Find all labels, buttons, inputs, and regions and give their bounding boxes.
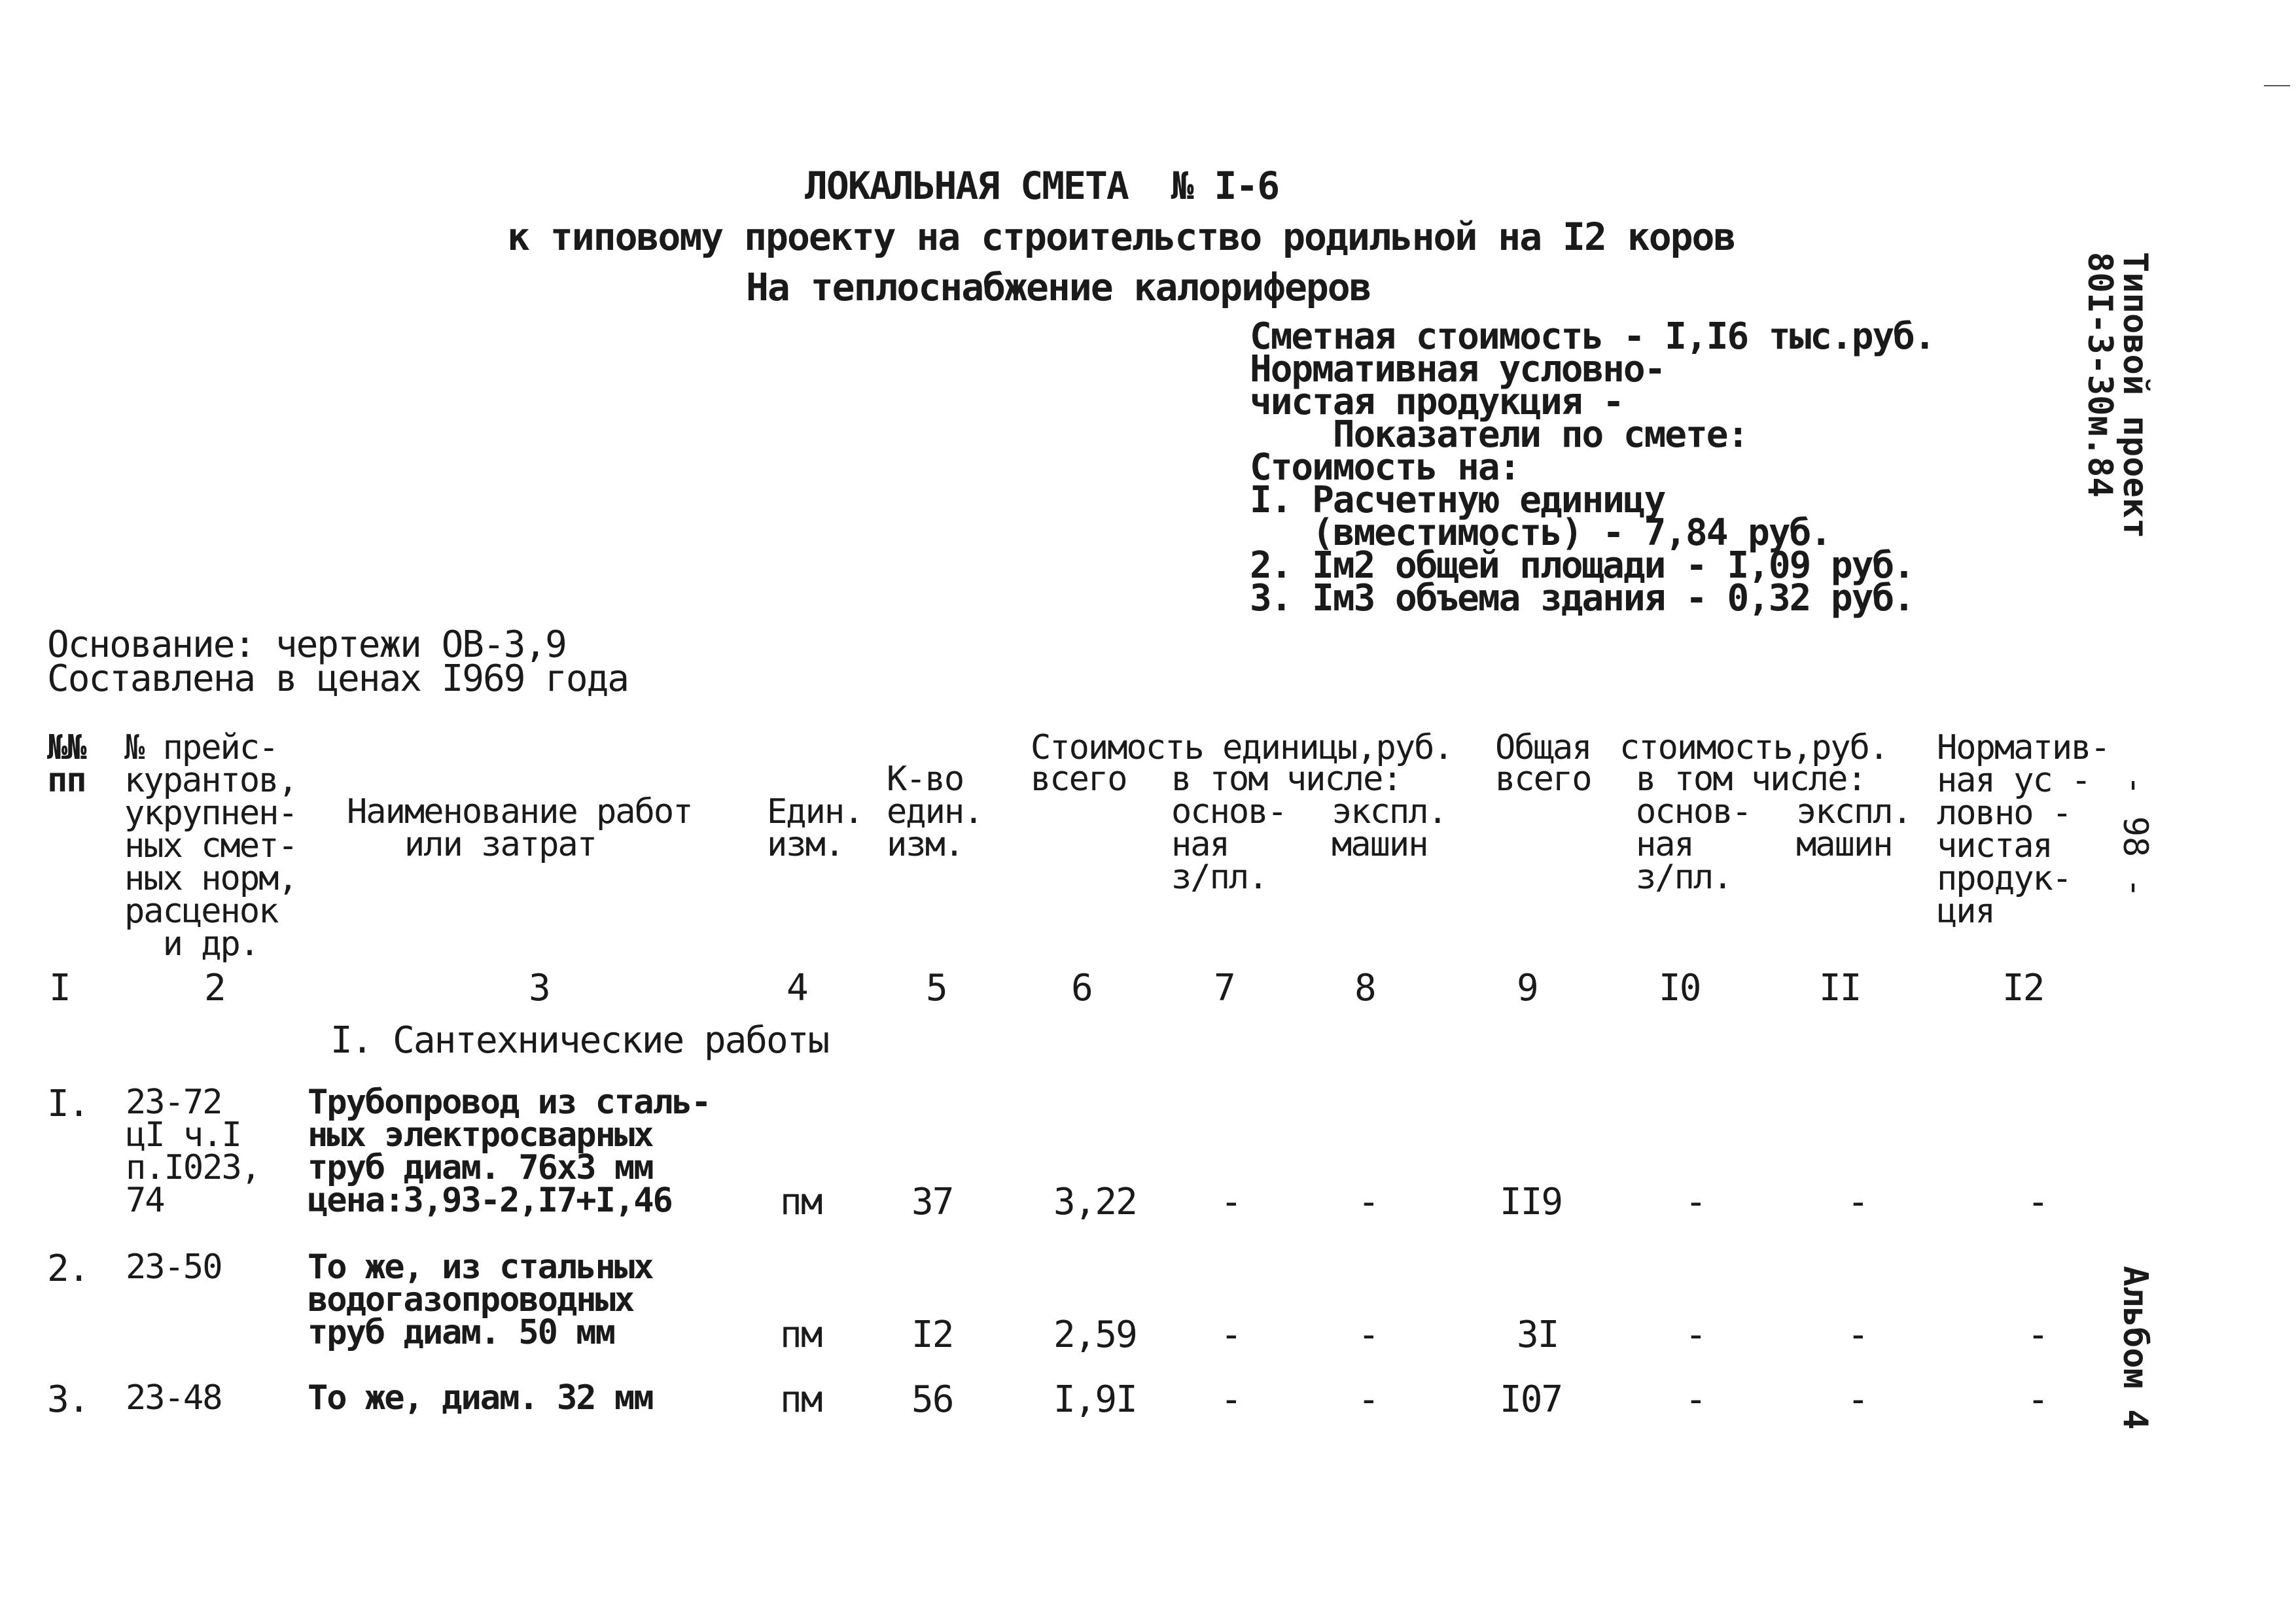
row-code: 23-50 [126, 1248, 222, 1287]
header-unit-wage: основ- ная з/пл. [1171, 792, 1286, 897]
header-total-mach: экспл. машин [1796, 792, 1911, 864]
row-code: 23-72 цI ч.I п.I023, 74 [126, 1083, 260, 1220]
header-unit-cost-group: Стоимость единицы,руб. [1031, 728, 1453, 767]
column-number: II [1819, 967, 1861, 1009]
row-total-mach: - [1847, 1314, 1868, 1356]
header-total-group-b: стоимость,руб. [1619, 728, 1888, 767]
row-total: 3I [1517, 1314, 1559, 1356]
row-total-wage: - [1685, 1378, 1706, 1421]
header-unit-mach: экспл. машин [1332, 792, 1447, 864]
side-label-project: Типовой проект 80I-3-30м.84 [2080, 252, 2155, 539]
column-number: 2 [204, 967, 225, 1009]
column-number: 8 [1354, 967, 1375, 1009]
document-subtitle: к типовому проекту на строительство родильной на I2 коров [507, 215, 1735, 259]
row-code: 23-48 [126, 1378, 222, 1418]
column-number: 7 [1214, 967, 1235, 1009]
header-unit-total: всего [1031, 759, 1127, 799]
row-unit: пм [780, 1314, 822, 1356]
header-num: №№ пп [47, 728, 86, 800]
header-total-group-a: Общая [1495, 728, 1591, 767]
row-unit-mach: - [1358, 1378, 1379, 1421]
row-num: 2. [47, 1248, 89, 1290]
summary-line: I. Расчетную единицу [1250, 479, 1665, 521]
summary-line: Стоимость на: [1250, 446, 1520, 489]
header-name: Наименование работ или затрат [347, 792, 692, 864]
header-total-incl: в том числе: [1636, 759, 1866, 799]
row-name: То же, диам. 32 мм [308, 1378, 653, 1418]
column-number: I0 [1659, 967, 1701, 1009]
row-qty: I2 [911, 1314, 953, 1356]
document-title: ЛОКАЛЬНАЯ СМЕТА № I-6 [805, 164, 1279, 208]
scan-mark [2264, 85, 2290, 86]
row-unit-wage: - [1220, 1378, 1241, 1421]
row-name: Трубопровод из сталь- ных электросварных труб диам. 76х3 мм цена:3,93-2,I7+I,46 [308, 1083, 711, 1220]
header-qty: К-во един. изм. [887, 759, 983, 864]
column-number: I [49, 967, 70, 1009]
row-total-mach: - [1847, 1181, 1868, 1223]
header-total-total: всего [1495, 759, 1591, 799]
row-npp: - [2027, 1314, 2048, 1356]
row-unit-total: 2,59 [1053, 1314, 1137, 1356]
column-number: 3 [529, 967, 550, 1009]
row-unit-mach: - [1358, 1181, 1379, 1223]
row-unit: пм [780, 1378, 822, 1421]
header-unit: Един. изм. [767, 792, 863, 864]
row-total: II9 [1500, 1181, 1563, 1223]
row-npp: - [2027, 1378, 2048, 1421]
document-object: На теплоснабжение калориферов [746, 265, 1371, 309]
row-total-wage: - [1685, 1181, 1706, 1223]
row-num: I. [47, 1083, 89, 1125]
row-total-mach: - [1847, 1378, 1868, 1421]
summary-line: Показатели по смете: [1250, 413, 1748, 456]
summary-line: Нормативная условно- [1250, 348, 1665, 391]
column-number: 6 [1071, 967, 1092, 1009]
header-total-wage: основ- ная з/пл. [1636, 792, 1751, 897]
row-unit-total: I,9I [1053, 1378, 1137, 1421]
column-number: 5 [926, 967, 947, 1009]
header-code: № прейс- курантов, укрупнен- ных смет- ных норм, расценок и др. [124, 728, 297, 964]
row-name: То же, из стальных водогазопроводных труб диам. 50 мм [308, 1248, 653, 1352]
row-unit-mach: - [1358, 1314, 1379, 1356]
row-num: 3. [47, 1378, 89, 1421]
header-npp: Норматив- ная ус - ловно - чистая продук- ция [1937, 728, 2110, 931]
summary-line: 2. Iм2 общей площади - I,09 руб. [1250, 544, 1914, 587]
side-label-page: - 98 - [2115, 775, 2155, 898]
row-npp: - [2027, 1181, 2048, 1223]
column-number: 9 [1517, 967, 1538, 1009]
row-total: I07 [1500, 1378, 1563, 1421]
section-title: I. Сантехнические работы [330, 1019, 829, 1062]
row-qty: 56 [911, 1378, 953, 1421]
row-qty: 37 [911, 1181, 953, 1223]
summary-line: Сметная стоимость - I,I6 тыс.руб. [1250, 315, 1935, 358]
header-unit-incl: в том числе: [1171, 759, 1402, 799]
summary-line: (вместимость) - 7,84 руб. [1250, 512, 1831, 554]
basis-line: Составлена в ценах I969 года [47, 657, 629, 700]
summary-line: чистая продукция - [1250, 381, 1623, 423]
row-total-wage: - [1685, 1314, 1706, 1356]
row-unit-total: 3,22 [1053, 1181, 1137, 1223]
summary-line: 3. Iм3 объема здания - 0,32 руб. [1250, 577, 1914, 620]
column-number: I2 [2002, 967, 2044, 1009]
side-label-album: Альбом 4 [2115, 1266, 2155, 1430]
row-unit: пм [780, 1181, 822, 1223]
row-unit-wage: - [1220, 1314, 1241, 1356]
column-number: 4 [786, 967, 807, 1009]
basis-line: Основание: чертежи ОВ-3,9 [47, 623, 566, 666]
row-unit-wage: - [1220, 1181, 1241, 1223]
